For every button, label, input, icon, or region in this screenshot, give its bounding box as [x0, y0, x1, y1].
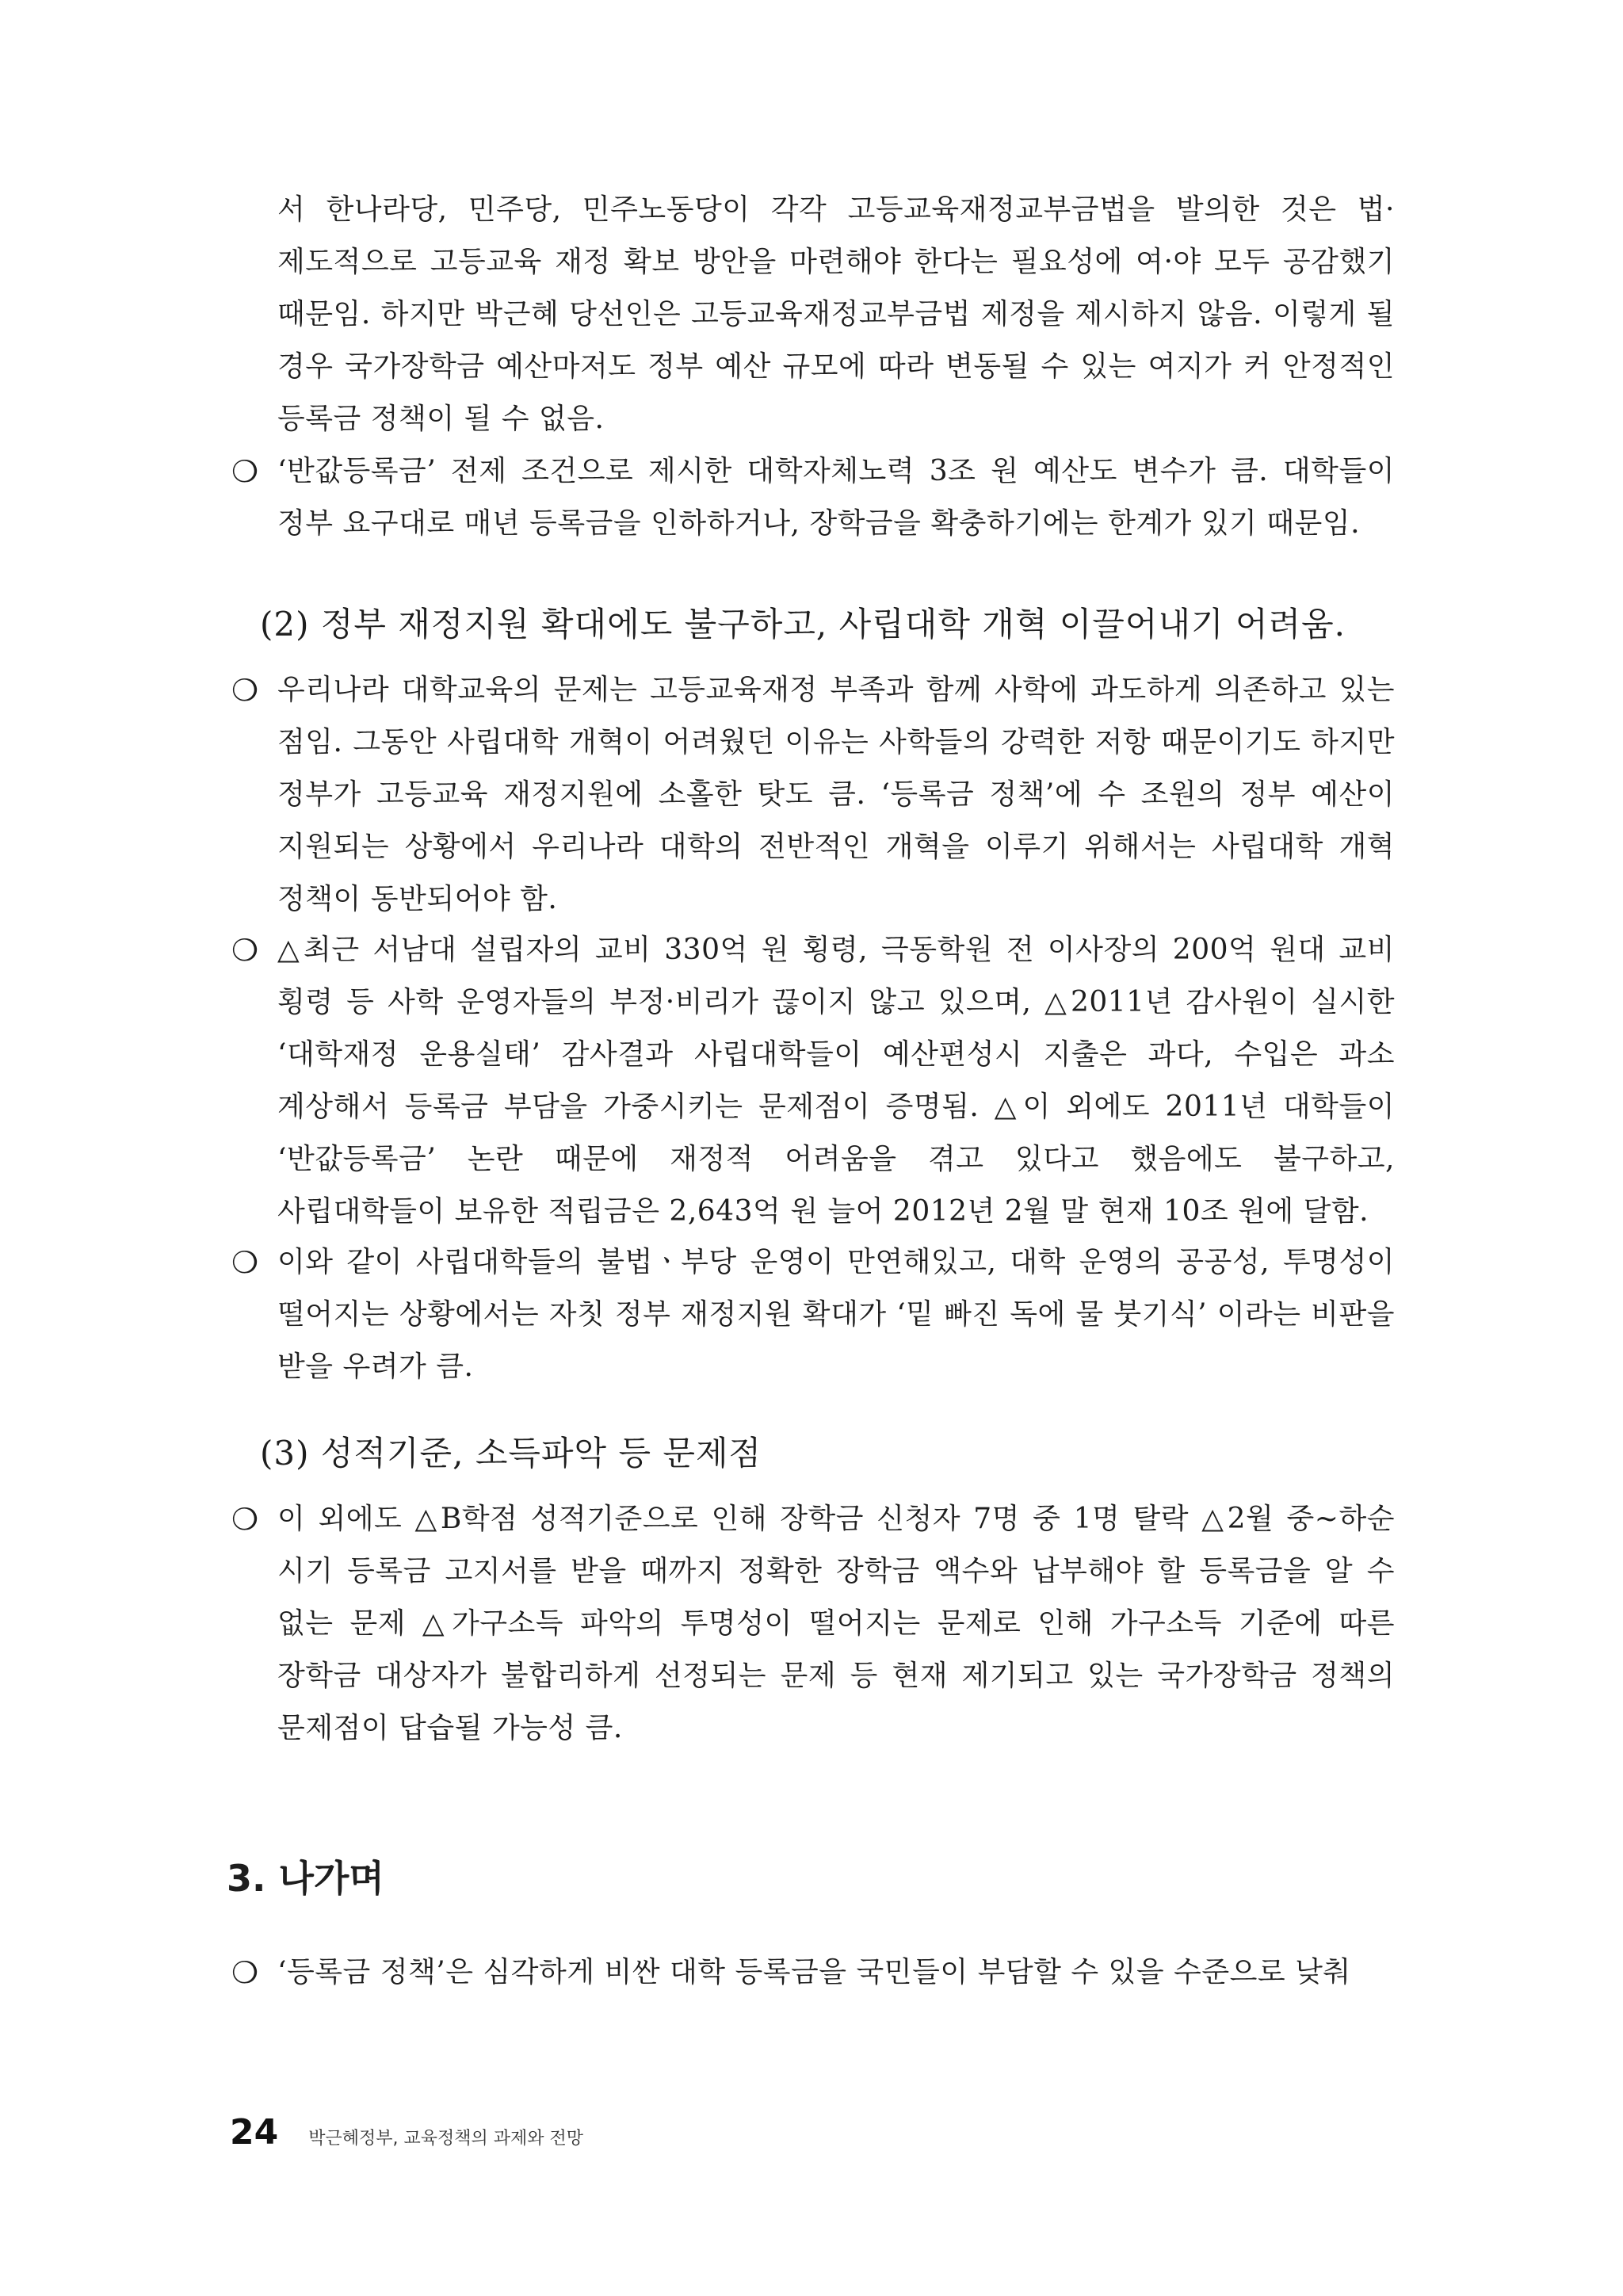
paragraph-continuation: 서 한나라당, 민주당, 민주노동당이 각각 고등교육재정교부금법을 발의한 것은 법·제도적으로 고등교육 재정 확보 방안을 마련해야 한다는 필요성에 여·야 모두 공감했기 때문임. 하지만 박근혜 당선인은 고등교육재정교부금법 제정을 제시하지 않음. 이렇게 될 경우 국가장학금 예산마저도 정부 예산 규모에 따라 변동될 수 있는 여지가 커 안정적인 등록금 정책이 될 수 없음. — [277, 193, 1395, 435]
bullet-icon: ❍ — [231, 454, 259, 489]
bullet-icon: ❍ — [231, 1245, 259, 1280]
bullet-icon: ❍ — [231, 933, 259, 968]
page-number: 24 — [230, 2112, 279, 2153]
page-footer — [230, 2112, 583, 2160]
running-title: 박근혜정부, 교육정책의 과제와 전망 — [308, 2129, 583, 2149]
paragraph-tuition-condition: ‘반값등록금’ 전제 조건으로 제시한 대학자체노력 3조 원 예산도 변수가 큼. 대학들이 정부 요구대로 매년 등록금을 인하하거나, 장학금을 확충하기에는 한계가 있기 때문임. — [277, 455, 1395, 540]
bullet-icon: ❍ — [231, 1502, 259, 1537]
bullet-icon: ❍ — [231, 673, 259, 708]
section-heading-conclusion: 3. 나가며 — [227, 1857, 384, 1900]
subheading-private-university-reform: (2) 정부 재정지원 확대에도 불구하고, 사립대학 개혁 이끌어내기 어려움. — [260, 605, 1346, 644]
paragraph-criticism-risk: 이와 같이 사립대학들의 불법ㆍ부당 운영이 만연해있고, 대학 운영의 공공성, 투명성이 떨어지는 상황에서는 자칫 정부 재정지원 확대가 ‘밑 빠진 독에 물 붓기식’ 이라는 비판을 받을 우려가 큼. — [277, 1246, 1395, 1383]
paragraph-scholarship-problems: 이 외에도 △B학점 성적기준으로 인해 장학금 신청자 7명 중 1명 탈락 △2월 중~하순 시기 등록금 고지서를 받을 때까지 정확한 장학금 액수와 납부해야 할 등록금을 알 수 없는 문제 △가구소득 파악의 투명성이 떨어지는 문제로 인해 가구소득 기준에 따른 장학금 대상자가 불합리하게 선정되는 문제 등 현재 제기되고 있는 국가장학금 정책의 문제점이 답습될 가능성 큼. — [277, 1503, 1395, 1744]
paragraph-corruption-cases: △최근 서남대 설립자의 교비 330억 원 횡령, 극동학원 전 이사장의 200억 원대 교비 횡령 등 사학 운영자들의 부정·비리가 끊이지 않고 있으며, △2011년 감사원이 실시한 ‘대학재정 운용실태’ 감사결과 사립대학들이 예산편성시 지출은 과다, 수입은 과소 계상해서 등록금 부담을 가중시키는 문제점이 증명됨. △이 외에도 2011년 대학들이 ‘반값등록금’ 논란 때문에 재정적 어려움을 겪고 있다고 했음에도 불구하고, 사립대학들이 보유한 적립금은 2,643억 원 늘어 2012년 2월 말 현재 10조 원에 달함. — [277, 934, 1395, 1228]
subheading-grade-income-issues: (3) 성적기준, 소득파악 등 문제점 — [260, 1434, 762, 1473]
paragraph-tuition-policy-conclusion: ‘등록금 정책’은 심각하게 비싼 대학 등록금을 국민들이 부담할 수 있을 수준으로 낮춰 — [277, 1956, 1351, 1988]
paragraph-private-dependence: 우리나라 대학교육의 문제는 고등교육재정 부족과 함께 사학에 과도하게 의존하고 있는 점임. 그동안 사립대학 개혁이 어려웠던 이유는 사학들의 강력한 저항 때문이기도 하지만 정부가 고등교육 재정지원에 소홀한 탓도 큼. ‘등록금 정책’에 수 조원의 정부 예산이 지원되는 상황에서 우리나라 대학의 전반적인 개혁을 이루기 위해서는 사립대학 개혁 정책이 동반되어야 함. — [277, 674, 1395, 915]
bullet-icon: ❍ — [231, 1955, 259, 1990]
